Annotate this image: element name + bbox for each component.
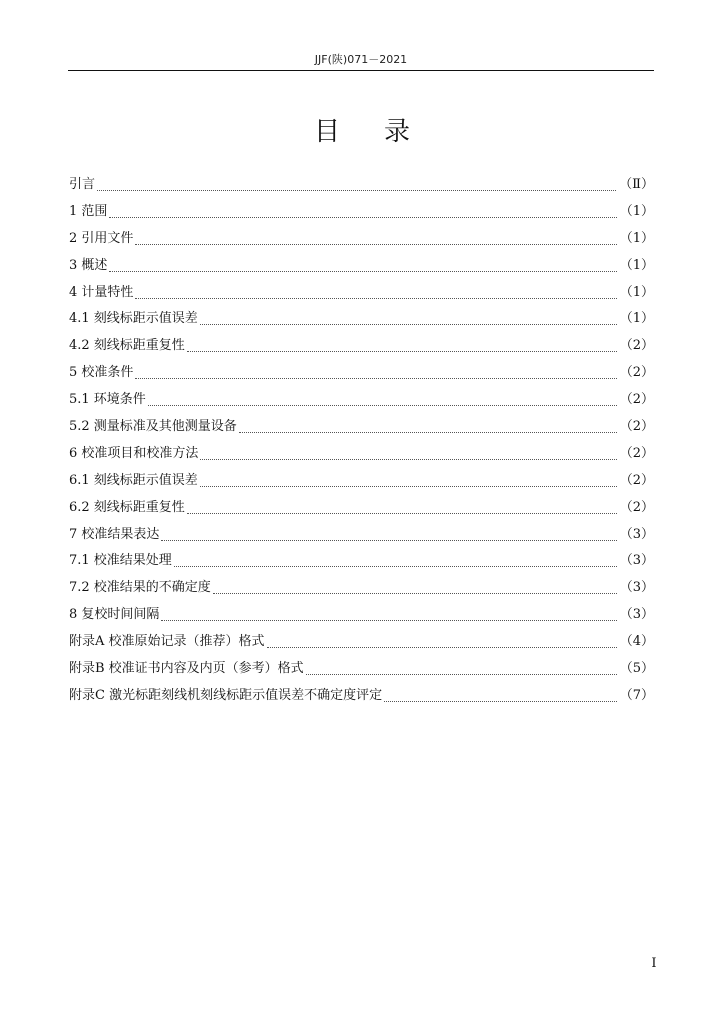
toc-entry-page: （2） xyxy=(619,472,654,488)
toc-leader-dots xyxy=(200,486,617,487)
toc-leader-dots xyxy=(200,324,617,325)
toc-entry[interactable] xyxy=(69,360,654,387)
toc-entry[interactable] xyxy=(69,226,654,253)
toc-entry-label: 8 复校时间间隔 xyxy=(69,607,160,623)
toc-entry-page: （4） xyxy=(619,634,654,650)
toc-entry-page: （2） xyxy=(619,445,654,461)
toc-entry-label: 1 范围 xyxy=(69,203,108,219)
toc-leader-dots xyxy=(97,190,616,191)
toc-entry-label: 5 校准条件 xyxy=(69,365,134,381)
toc-leader-dots xyxy=(306,674,617,675)
toc-entry[interactable] xyxy=(69,629,654,656)
toc-leader-dots xyxy=(187,351,617,352)
toc-entry[interactable] xyxy=(69,253,654,280)
toc-entry[interactable] xyxy=(69,522,654,549)
toc-entry-page: （1） xyxy=(619,203,654,219)
toc-entry-page: （2） xyxy=(619,419,654,435)
toc-entry[interactable] xyxy=(69,306,654,333)
toc-leader-dots xyxy=(200,459,616,460)
toc-entry-label: 5.1 环境条件 xyxy=(69,392,146,408)
toc-entry-label: 6 校准项目和校准方法 xyxy=(69,445,199,461)
toc-entry-label: 6.2 刻线标距重复性 xyxy=(69,499,185,515)
page-title: 目录 xyxy=(313,117,454,147)
toc-leader-dots xyxy=(267,647,617,648)
toc-entry-label: 附录A 校准原始记录（推荐）格式 xyxy=(69,634,265,650)
toc-entry[interactable] xyxy=(69,495,654,522)
toc-entry[interactable] xyxy=(69,548,654,575)
toc-entry-page: （3） xyxy=(619,580,654,596)
toc-entry[interactable] xyxy=(69,333,654,360)
toc-leader-dots xyxy=(148,405,617,406)
toc-entry[interactable] xyxy=(69,414,654,441)
toc-entry[interactable] xyxy=(69,575,654,602)
toc-entry-label: 4.1 刻线标距示值误差 xyxy=(69,311,198,327)
document-code-header: JJF(陕)071－2021 xyxy=(314,53,408,66)
toc-entry[interactable] xyxy=(69,656,654,683)
toc-entry[interactable] xyxy=(69,602,654,629)
toc-entry[interactable] xyxy=(69,683,654,710)
toc-leader-dots xyxy=(109,271,616,272)
toc-entry-page: （2） xyxy=(619,499,654,515)
toc-entry[interactable] xyxy=(69,172,654,199)
toc-entry-page: （7） xyxy=(619,687,654,703)
toc-entry-label: 4 计量特性 xyxy=(69,284,134,300)
header-rule xyxy=(68,70,654,71)
toc-entry-label: 7 校准结果表达 xyxy=(69,526,160,542)
toc-entry-page: （2） xyxy=(619,392,654,408)
toc-leader-dots xyxy=(109,217,616,218)
toc-entry-page: （1） xyxy=(619,311,654,327)
toc-leader-dots xyxy=(174,566,617,567)
toc-entry-page: （2） xyxy=(619,338,654,354)
toc-entry-page: （3） xyxy=(619,607,654,623)
toc-entry-page: （5） xyxy=(619,661,654,677)
toc-entry-label: 7.1 校准结果处理 xyxy=(69,553,172,569)
toc-leader-dots xyxy=(384,701,617,702)
toc-leader-dots xyxy=(135,244,616,245)
toc-entry-page: （1） xyxy=(619,230,654,246)
toc-leader-dots xyxy=(239,432,617,433)
toc-leader-dots xyxy=(161,620,616,621)
toc-leader-dots xyxy=(161,540,616,541)
toc-entry[interactable] xyxy=(69,468,654,495)
toc-entry-page: （Ⅱ） xyxy=(619,177,654,192)
page-number: I xyxy=(651,956,657,971)
toc-leader-dots xyxy=(187,513,617,514)
toc-leader-dots xyxy=(135,298,616,299)
toc-entry-label: 附录C 激光标距刻线机刻线标距示值误差不确定度评定 xyxy=(69,687,383,703)
toc-entry-page: （3） xyxy=(619,526,654,542)
toc-entry-page: （3） xyxy=(619,553,654,569)
toc-entry-label: 附录B 校准证书内容及内页（参考）格式 xyxy=(69,661,304,677)
toc-entry[interactable] xyxy=(69,387,654,414)
toc-entry-label: 引言 xyxy=(69,177,96,192)
toc-entry-label: 7.2 校准结果的不确定度 xyxy=(69,580,211,596)
toc-entry-label: 2 引用文件 xyxy=(69,230,134,246)
toc-entry-label: 4.2 刻线标距重复性 xyxy=(69,338,185,354)
toc-entry[interactable] xyxy=(69,280,654,307)
toc-entry[interactable] xyxy=(69,441,654,468)
table-of-contents xyxy=(69,172,654,710)
toc-entry-label: 6.1 刻线标距示值误差 xyxy=(69,472,198,488)
toc-entry[interactable] xyxy=(69,199,654,226)
toc-entry-label: 3 概述 xyxy=(69,257,108,273)
toc-entry-page: （1） xyxy=(619,284,654,300)
toc-entry-page: （2） xyxy=(619,365,654,381)
toc-entry-label: 5.2 测量标准及其他测量设备 xyxy=(69,419,237,435)
toc-leader-dots xyxy=(213,593,617,594)
toc-leader-dots xyxy=(135,378,616,379)
toc-entry-page: （1） xyxy=(619,257,654,273)
